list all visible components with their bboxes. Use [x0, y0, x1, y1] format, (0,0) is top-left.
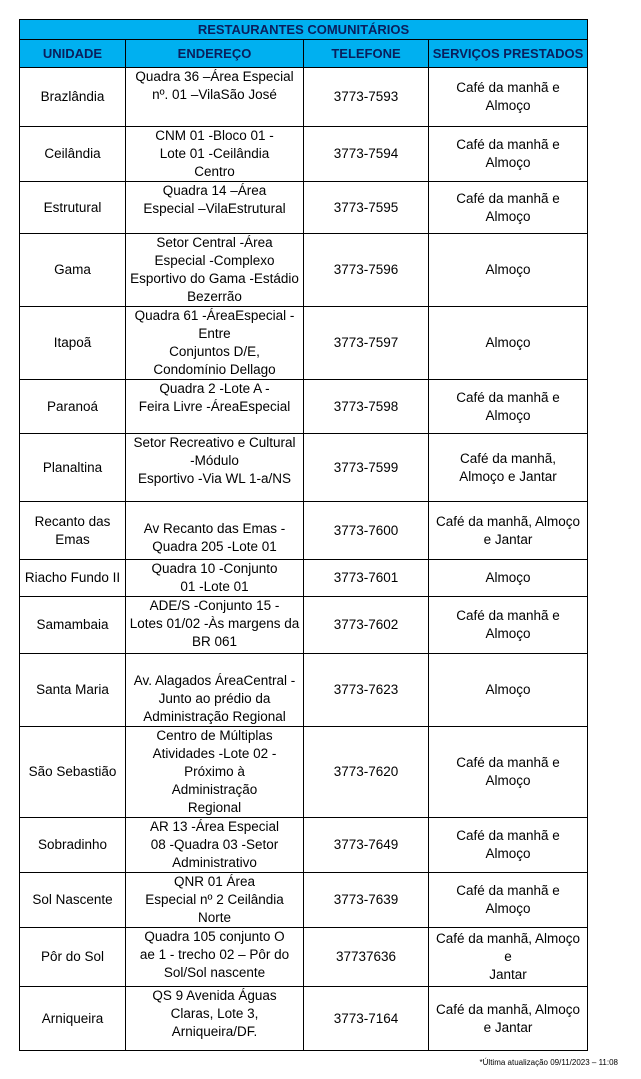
services-cell: Café da manhã e Almoço: [429, 127, 588, 182]
unit-cell: Arniqueira: [20, 987, 126, 1051]
address-cell: Centro de Múltiplas Atividades -Lote 02 - Próximo à Administração Regional: [126, 727, 304, 818]
services-cell: Café da manhã, Almoço e Jantar: [429, 928, 588, 987]
address-cell: Quadra 2 -Lote A - Feira Livre -ÁreaEspecial: [126, 380, 304, 434]
phone-cell: 3773-7597: [304, 307, 429, 380]
phone-cell: 3773-7601: [304, 560, 429, 597]
table-title: RESTAURANTES COMUNITÁRIOS: [20, 20, 588, 40]
address-cell: Setor Recreativo e Cultural -Módulo Esportivo -Via WL 1-a/NS: [126, 434, 304, 502]
table-header-row: [20, 40, 588, 68]
address-cell: ADE/S -Conjunto 15 - Lotes 01/02 -Às margens da BR 061: [126, 597, 304, 654]
phone-cell: 3773-7599: [304, 434, 429, 502]
address-cell: CNM 01 -Bloco 01 - Lote 01 -Ceilândia Centro: [126, 127, 304, 182]
table-row: [20, 127, 588, 182]
services-cell: Café da manhã e Almoço: [429, 68, 588, 127]
address-cell: Quadra 10 -Conjunto 01 -Lote 01: [126, 560, 304, 597]
table-row: [20, 182, 588, 234]
unit-cell: Ceilândia: [20, 127, 126, 182]
restaurants-table: [19, 19, 588, 1051]
table-row: [20, 727, 588, 818]
unit-cell: Riacho Fundo II: [20, 560, 126, 597]
services-cell: Café da manhã, Almoço e Jantar: [429, 434, 588, 502]
services-cell: Café da manhã e Almoço: [429, 727, 588, 818]
address-cell: Quadra 105 conjunto O ae 1 - trecho 02 – Pôr do Sol/Sol nascente: [126, 928, 304, 987]
phone-cell: 3773-7596: [304, 234, 429, 307]
unit-cell: São Sebastião: [20, 727, 126, 818]
services-cell: Café da manhã, Almoço e Jantar: [429, 502, 588, 560]
table-row: [20, 434, 588, 502]
phone-cell: 3773-7623: [304, 654, 429, 727]
address-cell: Quadra 14 –Área Especial –VilaEstrutural: [126, 182, 304, 234]
address-cell: Setor Central -Área Especial -Complexo Esportivo do Gama -Estádio Bezerrão: [126, 234, 304, 307]
table-row: [20, 987, 588, 1051]
address-cell: Quadra 61 -ÁreaEspecial - Entre Conjuntos D/E, Condomínio Dellago: [126, 307, 304, 380]
phone-cell: 3773-7639: [304, 873, 429, 928]
phone-cell: 3773-7602: [304, 597, 429, 654]
unit-cell: Pôr do Sol: [20, 928, 126, 987]
unit-cell: Estrutural: [20, 182, 126, 234]
phone-cell: 3773-7164: [304, 987, 429, 1051]
unit-cell: Planaltina: [20, 434, 126, 502]
address-cell: Av. Alagados ÁreaCentral - Junto ao prédio da Administração Regional: [126, 654, 304, 727]
phone-cell: 3773-7649: [304, 818, 429, 873]
address-cell: AR 13 -Área Especial 08 -Quadra 03 -Setor Administrativo: [126, 818, 304, 873]
phone-cell: 37737636: [304, 928, 429, 987]
unit-cell: Sobradinho: [20, 818, 126, 873]
services-cell: Café da manhã e Almoço: [429, 597, 588, 654]
unit-cell: Santa Maria: [20, 654, 126, 727]
table-row: [20, 928, 588, 987]
services-cell: Café da manhã e Almoço: [429, 380, 588, 434]
table-row: [20, 597, 588, 654]
header-telefone: TELEFONE: [304, 40, 429, 68]
services-cell: Café da manhã e Almoço: [429, 182, 588, 234]
services-cell: Almoço: [429, 560, 588, 597]
header-servicos: SERVIÇOS PRESTADOS: [429, 40, 588, 68]
table-row: [20, 380, 588, 434]
table-row: [20, 307, 588, 380]
phone-cell: 3773-7620: [304, 727, 429, 818]
phone-cell: 3773-7594: [304, 127, 429, 182]
services-cell: Almoço: [429, 307, 588, 380]
address-cell: QNR 01 Área Especial nº 2 Ceilândia Norte: [126, 873, 304, 928]
table-row: [20, 502, 588, 560]
unit-cell: Sol Nascente: [20, 873, 126, 928]
phone-cell: 3773-7598: [304, 380, 429, 434]
unit-cell: Brazlândia: [20, 68, 126, 127]
table-title-row: [20, 20, 588, 40]
unit-cell: Itapoã: [20, 307, 126, 380]
phone-cell: 3773-7593: [304, 68, 429, 127]
header-endereco: ENDEREÇO: [126, 40, 304, 68]
table-row: [20, 654, 588, 727]
unit-cell: Paranoá: [20, 380, 126, 434]
services-cell: Café da manhã e Almoço: [429, 818, 588, 873]
unit-cell: Samambaia: [20, 597, 126, 654]
header-unidade: UNIDADE: [20, 40, 126, 68]
services-cell: Café da manhã e Almoço: [429, 873, 588, 928]
address-cell: Quadra 36 –Área Especial nº. 01 –VilaSão José: [126, 68, 304, 127]
services-cell: Almoço: [429, 234, 588, 307]
table-row: [20, 873, 588, 928]
address-cell: QS 9 Avenida Águas Claras, Lote 3, Arniqueira/DF.: [126, 987, 304, 1051]
unit-cell: Recanto das Emas: [20, 502, 126, 560]
address-cell: Av Recanto das Emas - Quadra 205 -Lote 01: [126, 502, 304, 560]
services-cell: Café da manhã, Almoço e Jantar: [429, 987, 588, 1051]
unit-cell: Gama: [20, 234, 126, 307]
table-row: [20, 818, 588, 873]
phone-cell: 3773-7600: [304, 502, 429, 560]
table-row: [20, 68, 588, 127]
phone-cell: 3773-7595: [304, 182, 429, 234]
table-row: [20, 234, 588, 307]
last-update-note: *Última atualização 09/11/2023 – 11:08: [479, 1058, 618, 1067]
services-cell: Almoço: [429, 654, 588, 727]
table-row: [20, 560, 588, 597]
